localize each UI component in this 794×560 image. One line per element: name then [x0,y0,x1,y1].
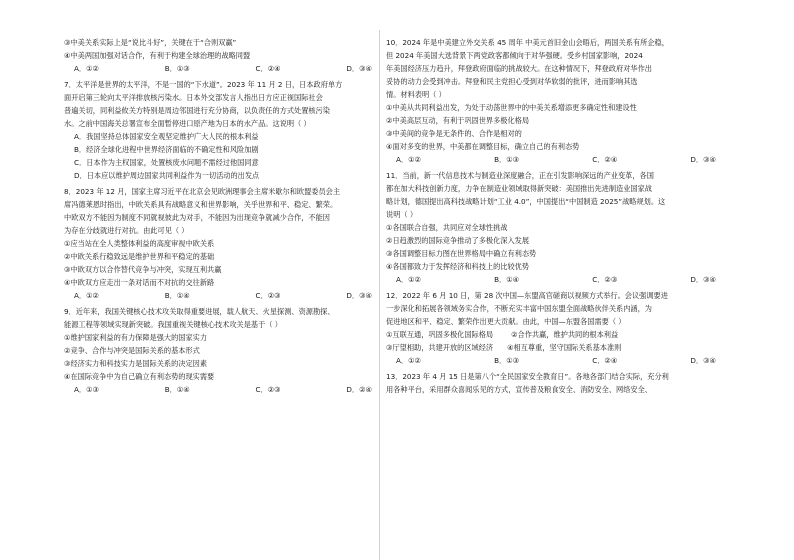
statement: ③中美间的竞争是无条件的、合作是相对的 [386,129,522,138]
statement: ④在国际竞争中为自己确立有利态势的现实需要 [64,372,215,381]
question-stem: 席冯德莱恩时指出，中欧关系具有战略意义和世界影响，关乎世界和平、稳定、繁荣。 [64,200,338,209]
answer-options [64,62,372,75]
question-stem: 9．近年来，我国关键核心技术攻关取得重要进展，载人航天、火星探测、资源勘探、 [64,307,335,316]
choice-b[interactable]: B．经济全球化进程中世界经济面临的不确定性和风险加剧 [74,145,259,154]
choice-a[interactable]: A．我国坚持总体国家安全观坚定维护广大人民的根本利益 [74,132,259,141]
statement: ③各国调整目标力图在世界格局中确立有利态势 [386,249,537,258]
option-b[interactable]: B．①③ [164,64,190,73]
option-c[interactable]: C．②③ [255,385,281,394]
option-d[interactable]: D．③④ [690,356,716,365]
question-stem: 一步深化和拓展各领域务实合作，不断充实丰富中国东盟全面战略伙伴关系内涵，为 [386,304,652,313]
question-stem: 为存在分歧就进行对抗。由此可见（ ） [64,226,189,235]
question-stem: 中欧双方不能因为制度不同就视彼此为对手，不能因为出现竞争就减少合作，不能因 [64,213,330,222]
question-11 [386,169,716,286]
question-stem: 都在加大科技创新力度，力争在制造业领域取得新突破：美国推出先进制造业国家战 [386,184,652,193]
option-b[interactable]: B．①④ [164,291,190,300]
statement: ④相互尊重，坚守国际关系基本准则 [507,343,622,352]
statement: ①互联互通，巩固多极化国际格局 [386,330,494,339]
question-stem: 13．2023 年 4 月 15 日是第八个“全民国家安全教育日”。各地各部门结合实际，充分利 [386,372,669,381]
question-stem: 但 2024 年美国大选背景下两党政客都倾向于对华强硬。受乡村国家影响，2024 [386,51,643,60]
option-c[interactable]: C．②③ [255,291,281,300]
question-stem: 年美国经济压力趋升，拜登政府面临的挑战较大。在这种情况下，拜登政府对华作出 [386,64,652,73]
option-c[interactable]: C．②③ [592,275,618,284]
statement: ②竞争、合作与冲突是国际关系的基本形式 [64,346,200,355]
option-b[interactable]: B．①④ [494,275,520,284]
answer-options [386,273,716,286]
question-stem: 普遍关切，同利益攸关方特别是周边邻国进行充分协商，以负责任的方式处置核污染 [64,106,330,115]
question-12 [386,289,716,367]
option-c[interactable]: C．②④ [592,155,618,164]
statement: ④面对多变的世界，中美都在调整目标，确立自己的有利态势 [386,142,580,151]
statement: ③厅望相助，共建开放的区域经济 [386,343,494,352]
option-c[interactable]: C．②④ [255,64,281,73]
option-b[interactable]: B．①④ [164,385,190,394]
option-a[interactable]: A．①② [396,275,421,284]
question-stem: 11．当前，新一代信息技术与制造业深度融合，正在引发影响深远的产业变革，各国 [386,171,654,180]
statement-row [386,341,716,354]
statement: ①应当站在全人类整体利益的高度审视中欧关系 [64,239,215,248]
option-c[interactable]: C．②④ [592,356,618,365]
statement: ④各国都致力于发挥经济和科技上的比较优势 [386,262,530,271]
statement-4: ④中美两国加强对话合作，有利于构建全球治理的战略同盟 [64,51,251,60]
answer-options [64,383,372,396]
left-column [64,36,372,396]
question-13 [386,370,716,396]
statement-row [386,328,716,341]
question-10 [386,36,716,166]
question-stem: 用各种平台，采用群众喜闻乐见的方式，宣传普及粮食安全、消防安全、网络安全、 [386,385,652,394]
statement: ②日趋激烈的国际竞争推动了多极化深入发展 [386,236,530,245]
right-column [386,36,716,396]
answer-options [64,289,372,302]
question-stem: 略计划，德国提出高科技战略计划“工业 4.0”，中国提出“中国制造 2025”战略规划。这 [386,197,666,206]
option-d[interactable]: D．②④ [346,385,372,394]
statement: ④中欧双方应走出一条对话而不对抗的交往新路 [64,278,215,287]
option-d[interactable]: D．③④ [346,64,372,73]
statement: ①中美从共同利益出发，为处于动荡世界中的中美关系增添更多确定性和建设性 [386,103,637,112]
statement: ②合作共赢，维护共同的根本利益 [511,330,619,339]
option-a[interactable]: A．①② [396,155,421,164]
question-stem: 10．2024 年是中美建立外交关系 45 周年 中美元首旧金山会晤后，两国关系有所企稳， [386,38,669,47]
statement: ③中欧双方以合作替代竞争与冲突，实现互利共赢 [64,265,222,274]
question-stem: 面开启第三轮向太平洋排放核污染水。日本外交部发言人指出日方应正视国际社会 [64,93,323,102]
option-d[interactable]: D．③④ [690,275,716,284]
statement: ③经济实力和科技实力是国际关系的决定因素 [64,359,208,368]
question-stem: 促进地区和平、稳定、繁荣作出更大贡献。由此，中国—东盟各国需要（ ） [386,317,626,326]
choice-d[interactable]: D．日本应以维护周边国家共同利益作为一切活动的出发点 [74,171,260,180]
option-d[interactable]: D．③④ [346,291,372,300]
statement-3: ③中美关系实际上是“说比斗好”，关键在于“合则双赢” [64,38,237,47]
column-divider [379,30,380,560]
statement: ①各国联合自强，共同应对全球性挑战 [386,223,508,232]
option-b[interactable]: B．①③ [494,155,520,164]
question-stem: 说明（ ） [386,210,418,219]
question-stem: 7．太平洋是世界的太平洋，不是一国的“下水道”。2023 年 11 月 2 日，日本政府单方 [64,80,343,89]
statement: ②中欧关系行稳致远是维护世界和平稳定的基础 [64,252,215,261]
question-stem: 能源工程等领域实现新突破。我国重视关键核心技术攻关是基于（ ） [64,320,282,329]
option-a[interactable]: A．①② [74,64,99,73]
option-d[interactable]: D．③④ [690,155,716,164]
answer-options [386,153,716,166]
statement: ②中美高层互动，有利于巩固世界多极化格局 [386,116,530,125]
question-stem: 12．2022 年 6 月 10 日，第 28 次中国—东盟高官磋商以视频方式举行。会议强调要进 [386,291,668,300]
choice-c[interactable]: C．日本作为主权国家，处置核废水问题不需经过他国同意 [74,158,259,167]
statement: ①维护国家利益的有力保障是强大的国家实力 [64,333,208,342]
answer-options [386,354,716,367]
option-b[interactable]: B．①③ [494,356,520,365]
question-8 [64,185,372,302]
question-stem: 情。材料表明（ ） [386,90,446,99]
question-stem: 妥协的动力会受到冲击。拜登和民主党担心受到对华软弱的批评，进而影响其选 [386,77,638,86]
question-stem: 水。之前中国海关总署宣布全面暂停进口原产地为日本的水产品。这说明（ ） [64,119,311,128]
option-a[interactable]: A．①② [74,291,99,300]
option-a[interactable]: A．①② [396,356,421,365]
question-stem: 8．2023 年 12 月，国家主席习近平在北京会见欧洲理事会主席米歇尔和欧盟委员会主 [64,187,341,196]
question-7 [64,78,372,182]
question-9 [64,305,372,396]
option-a[interactable]: A．①③ [74,385,99,394]
